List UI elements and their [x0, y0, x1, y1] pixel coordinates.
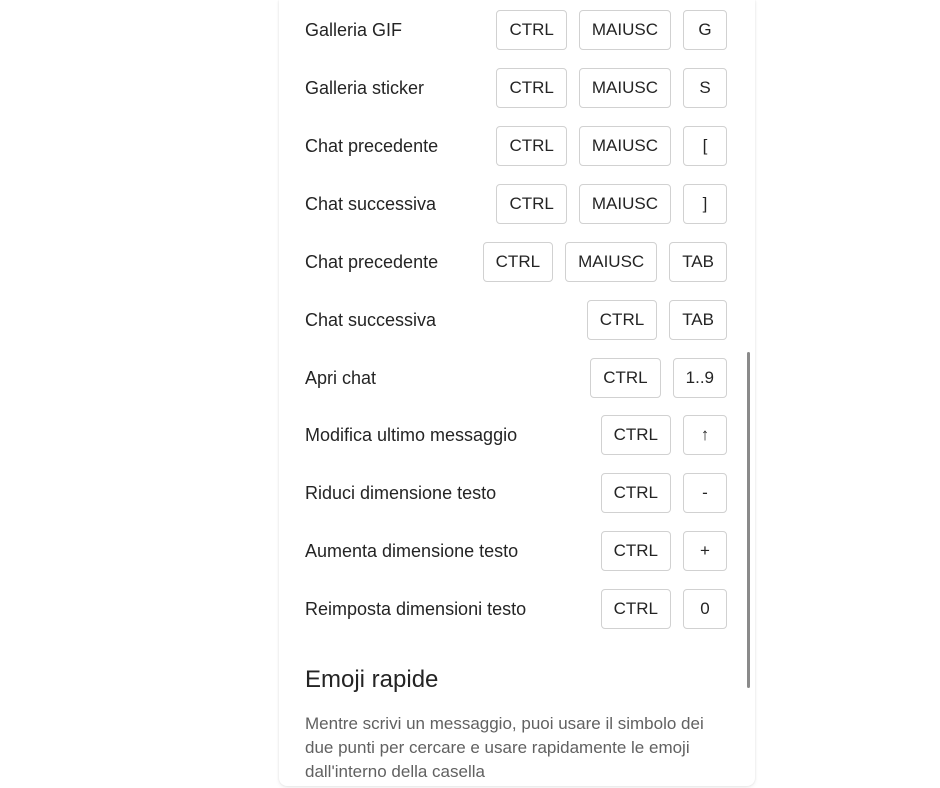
- key-combo: [601, 415, 727, 455]
- shortcut-row-increase-text-size: [305, 530, 727, 572]
- key-cap: ]: [683, 184, 727, 224]
- shortcut-label: Galleria GIF: [305, 19, 403, 40]
- shortcut-label: Chat precedente: [305, 135, 439, 156]
- key-cap: CTRL: [601, 415, 671, 455]
- key-cap: ↑: [683, 415, 727, 455]
- shortcut-row-edit-last-message: [305, 414, 727, 456]
- keyboard-shortcuts-panel: [279, 0, 755, 786]
- emoji-section-description: Mentre scrivi un messaggio, puoi usare il simbolo dei due punti per cercare e usare rapidamente le emoji dall'interno della casella: [305, 714, 704, 781]
- vertical-scrollbar[interactable]: [747, 352, 750, 688]
- key-cap: CTRL: [601, 589, 671, 629]
- shortcut-label: Chat precedente: [305, 251, 439, 272]
- key-cap: 0: [683, 589, 727, 629]
- key-combo: [601, 589, 727, 629]
- key-combo: [590, 358, 727, 398]
- shortcut-row-next-chat-tab: [305, 299, 727, 341]
- key-cap: G: [683, 10, 727, 50]
- key-cap: CTRL: [496, 10, 566, 50]
- shortcut-label: Modifica ultimo messaggio: [305, 424, 518, 445]
- key-cap: CTRL: [496, 184, 566, 224]
- key-combo: [496, 184, 727, 224]
- key-cap: MAIUSC: [579, 184, 671, 224]
- shortcut-row-reset-text-size: [305, 588, 727, 630]
- shortcut-row-open-chat: [305, 357, 727, 399]
- shortcut-row-decrease-text-size: [305, 472, 727, 514]
- emoji-section-title: Emoji rapide: [305, 666, 439, 693]
- key-cap: MAIUSC: [565, 242, 657, 282]
- key-cap: TAB: [669, 300, 727, 340]
- key-combo: [601, 473, 727, 513]
- shortcut-row-gif-gallery: [305, 9, 727, 51]
- shortcut-row-previous-chat: [305, 125, 727, 167]
- key-combo: [601, 531, 727, 571]
- key-combo: [496, 10, 727, 50]
- key-cap: CTRL: [483, 242, 553, 282]
- key-cap: MAIUSC: [579, 126, 671, 166]
- key-cap: -: [683, 473, 727, 513]
- key-cap: 1..9: [673, 358, 727, 398]
- shortcut-row-previous-chat-tab: [305, 241, 727, 283]
- shortcut-row-sticker-gallery: [305, 67, 727, 109]
- shortcut-label: Chat successiva: [305, 193, 437, 214]
- key-combo: [496, 126, 727, 166]
- shortcut-label: Reimposta dimensioni testo: [305, 598, 527, 619]
- shortcut-row-next-chat: [305, 183, 727, 225]
- shortcut-label: Galleria sticker: [305, 77, 425, 98]
- shortcut-label: Chat successiva: [305, 309, 437, 330]
- key-combo: [496, 68, 727, 108]
- key-cap: TAB: [669, 242, 727, 282]
- key-combo: [587, 300, 727, 340]
- key-cap: CTRL: [601, 531, 671, 571]
- key-cap: [: [683, 126, 727, 166]
- key-cap: CTRL: [496, 126, 566, 166]
- shortcut-label: Riduci dimensione testo: [305, 482, 497, 503]
- key-cap: CTRL: [587, 300, 657, 340]
- key-cap: CTRL: [496, 68, 566, 108]
- key-cap: MAIUSC: [579, 10, 671, 50]
- key-combo: [483, 242, 727, 282]
- key-cap: CTRL: [601, 473, 671, 513]
- shortcut-label: Aumenta dimensione testo: [305, 540, 519, 561]
- key-cap: CTRL: [590, 358, 660, 398]
- key-cap: MAIUSC: [579, 68, 671, 108]
- key-cap: +: [683, 531, 727, 571]
- shortcut-label: Apri chat: [305, 367, 377, 388]
- key-cap: S: [683, 68, 727, 108]
